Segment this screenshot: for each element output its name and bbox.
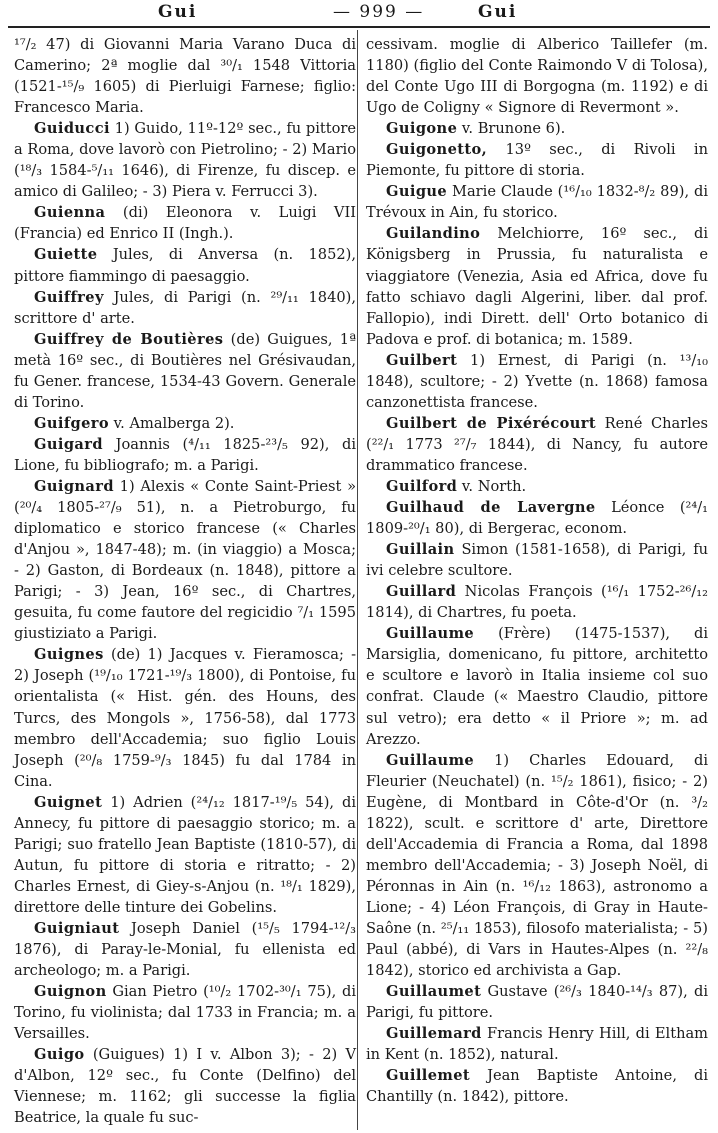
right-column — [366, 34, 708, 1107]
dictionary-entry — [366, 413, 708, 476]
entry-headword: Guillaume — [386, 751, 475, 769]
entry-text: (Guigues) 1) I v. Albon 3); - 2) V d'Albon, 12º sec., fu Conte (Delfino) del Viennese; m. 1162; gli successe la figlia Beatrice, la quale fu suc- — [14, 1046, 357, 1127]
entry-text: (Frère) (1475-1537), di Marsiglia, domenicano, fu pittore, architetto e scultore e lavorò in Italia insieme col suo confrat. Claude (« Maestro Claudio, pittore sul vetro); era detto « il Priore »; m. ad Arezzo. — [366, 625, 708, 748]
entry-headword: Guilford — [386, 477, 458, 495]
entry-text: v. North. — [461, 477, 527, 495]
entry-headword: Guilhaud de Lavergne — [386, 499, 596, 517]
entry-text: Marie Claude (¹⁶/₁₀ 1832-⁸/₂ 89), di Trévoux in Ain, fu storico. — [366, 183, 708, 222]
dictionary-entry — [366, 34, 708, 118]
entry-headword: Guiffrey de Boutières — [34, 330, 224, 348]
dictionary-entry — [366, 981, 708, 1023]
entry-headword: Guienna — [34, 204, 106, 222]
entry-text: Gustave (²⁶/₃ 1840-¹⁴/₃ 87), di Parigi, fu pittore. — [366, 983, 708, 1022]
entry-text: v. Brunone 6). — [461, 120, 566, 138]
entry-text: Joannis (⁴/₁₁ 1825-²³/₅ 92), di Lione, fu bibliografo; m. a Parigi. — [14, 435, 356, 474]
dictionary-entry — [14, 34, 356, 118]
dictionary-entry — [366, 350, 708, 413]
left-column — [14, 34, 356, 1128]
entry-headword: Guillaumet — [386, 983, 482, 1001]
entry-headword: Guignes — [34, 646, 104, 664]
dictionary-entry — [366, 581, 708, 623]
entry-text: Jean Baptiste Antoine, di Chantilly (n. 1842), pittore. — [366, 1067, 708, 1106]
entry-headword: Guiducci — [34, 120, 110, 138]
entry-text: 1) Ernest, di Parigi (n. ¹³/₁₀ 1848), scultore; - 2) Yvette (n. 1868) famosa canzonettista francese. — [366, 351, 708, 411]
dictionary-entry — [366, 1065, 708, 1107]
dictionary-entry — [14, 476, 356, 644]
dictionary-entry — [366, 1023, 708, 1065]
dictionary-entry — [14, 413, 356, 434]
entry-text: (di) Eleonora v. Luigi VII (Francia) ed Enrico II (Ingh.). — [14, 204, 357, 243]
entry-text: 13º sec., di Rivoli in Piemonte, fu pittore di storia. — [366, 141, 709, 180]
dictionary-entry — [366, 223, 708, 349]
dictionary-entry — [14, 287, 356, 329]
dictionary-entry — [366, 497, 708, 539]
entry-text: cessivam. moglie di Alberico Taillefer (m. 1180) (figlio del Conte Raimondo V di Tolosa), del Conte Ugo III di Borgogna (m. 1192) e di Ugo de Coligny « Signore di Revermont ». — [366, 36, 708, 117]
dictionary-entry — [14, 644, 356, 791]
entry-headword: Guifgero — [34, 414, 110, 432]
entry-headword: Guillemard — [386, 1025, 482, 1043]
entry-text: (de) Guigues, 1ª metà 16º sec., di Boutières nel Grésivaudan, fu Gener. francese, 1534-43 Govern. Generale di Torino. — [14, 330, 357, 411]
entry-headword: Guilandino — [386, 225, 481, 243]
entry-text: Léonce (²⁴/₁ 1809-²⁰/₁ 80), di Bergerac, econom. — [366, 499, 709, 538]
dictionary-entry — [14, 244, 356, 286]
entry-headword: Guigniaut — [34, 919, 120, 937]
dictionary-entry — [366, 750, 708, 982]
entry-text: 1) Adrien (²⁴/₁₂ 1817-¹⁹/₅ 54), di Annecy, fu pittore di paesaggio storico; m. a Parigi; suo fratello Jean Baptiste (1810-57), di Autun, fu pittore di storia e ritratto; - 2) Charles Ernest, di Giey-s-Anjou (n. ¹⁸/₁ 1829), direttore delle tinture dei Gobelins. — [14, 793, 357, 916]
entry-text: 1) Charles Edouard, di Fleurier (Neuchatel) (n. ¹⁵/₂ 1861), fisico; - 2) Eugène, di Montbard in Côte-d'Or (n. ³/₂ 1822), scult. e scrittore d' arte, Direttore dell'Accademia di Francia a Roma, dal 1898 membro dell'Accademia; - 3) Joseph Noël, di Péronnas in Ain (n. ¹⁶/₁₂ 1863), astronomo a Lione; - 4) Léon François, di Gray in Haute-Saône (n. ²⁵/₁₁ 1853), filosofo materialista; - 5) Paul (abbé), di Vars in Hautes-Alpes (n. ²²/₈ 1842), storico ed archivista a Gap. — [366, 751, 709, 980]
entry-headword: Guillard — [386, 583, 457, 601]
entry-headword: Guigone — [386, 120, 458, 138]
page-header — [8, 0, 710, 28]
entry-text: Simon (1581-1658), di Parigi, fu ivi celebre scultore. — [366, 541, 708, 580]
header-left-guideword: Gui — [158, 2, 198, 22]
dictionary-entry — [14, 329, 356, 413]
dictionary-entry — [14, 202, 356, 244]
entry-headword: Guiette — [34, 246, 98, 264]
dictionary-entry — [14, 918, 356, 981]
dictionary-entry — [14, 434, 356, 476]
entry-text: 1) Guido, 11º-12º sec., fu pittore a Roma, dove lavorò con Pietrolino; - 2) Mario (¹⁸/₃ 1584-⁵/₁₁ 1646), di Firenze, fu discep. e amico di Galileo; - 3) Piera v. Ferrucci 3). — [14, 120, 356, 201]
header-right-guideword: Gui — [478, 2, 518, 22]
entry-text: Jules, di Parigi (n. ²⁹/₁₁ 1840), scrittore d' arte. — [14, 288, 356, 327]
entry-text: Francis Henry Hill, di Eltham in Kent (n. 1852), natural. — [366, 1025, 709, 1064]
entry-headword: Guilbert de Pixérécourt — [386, 414, 597, 432]
dictionary-entry — [366, 623, 708, 749]
entry-headword: Guigard — [34, 435, 103, 453]
entry-headword: Guignard — [34, 477, 114, 495]
entry-text: 1) Alexis « Conte Saint-Priest » (²⁰/₄ 1805-²⁷/₉ 51), n. a Pietroburgo, fu diplomatico e storico francese (« Charles d'Anjou », 1847-48); m. (in viaggio) a Mosca; - 2) Gaston, di Bordeaux (n. 1848), pittore a Parigi; - 3) Jean, 16º sec., di Chartres, gesuita, fu come fautore del regicidio ⁷/₁ 1595 giustiziato a Parigi. — [14, 477, 356, 643]
entry-text: Joseph Daniel (¹⁵/₅ 1794-¹²/₃ 1876), di Paray-le-Monial, fu ellenista ed archeologo; m. a Parigi. — [14, 919, 356, 980]
dictionary-entry — [366, 476, 708, 497]
entry-headword: Guillemet — [386, 1067, 471, 1085]
dictionary-entry — [366, 181, 708, 223]
dictionary-entry — [14, 1044, 356, 1128]
entry-text: Jules, di Anversa (n. 1852), pittore fiammingo di paesaggio. — [14, 246, 356, 285]
dictionary-entry — [366, 539, 708, 581]
dictionary-entry — [14, 981, 356, 1044]
dictionary-entry — [14, 792, 356, 918]
entry-text: Nicolas François (¹⁶/₁ 1752-²⁶/₁₂ 1814), di Chartres, fu poeta. — [366, 583, 708, 622]
dictionary-entry — [366, 118, 708, 139]
entry-headword: Guilbert — [386, 351, 458, 369]
dictionary-entry — [366, 139, 708, 181]
entry-headword: Guiffrey — [34, 288, 104, 306]
column-divider — [357, 30, 358, 1130]
entry-headword: Guigue — [386, 183, 448, 201]
entry-headword: Guillain — [386, 541, 455, 559]
entry-headword: Guigonetto, — [386, 141, 488, 159]
entry-text: v. Amalberga 2). — [113, 414, 235, 432]
entry-headword: Guignet — [34, 793, 103, 811]
entry-text: Gian Pietro (¹⁰/₂ 1702-³⁰/₁ 75), di Torino, fu violinista; dal 1733 in Francia; m. a Versailles. — [14, 983, 357, 1043]
entry-text: Melchiorre, 16º sec., di Königsberg in Prussia, fu naturalista e viaggiatore (Venezia, Asia ed Africa, dove fu fatto schiavo dagli Algerini, liber. dal prof. Fallopio), indi Dirett. dell' Orto botanico di Padova e prof. di botanica; m. 1589. — [366, 225, 709, 348]
entry-text: ¹⁷/₂ 47) di Giovanni Maria Varano Duca di Camerino; 2ª moglie dal ³⁰/₁ 1548 Vittoria (1521-¹⁵/₉ 1605) di Pierluigi Farnese; figlio: Francesco Maria. — [14, 36, 356, 117]
page-number: — 999 — — [333, 2, 425, 22]
entry-text: René Charles (²²/₁ 1773 ²⁷/₇ 1844), di Nancy, fu autore drammatico francese. — [366, 414, 708, 474]
entry-headword: Guignon — [34, 983, 107, 1001]
entry-headword: Guillaume — [386, 625, 475, 643]
entry-text: (de) 1) Jacques v. Fieramosca; - 2) Joseph (¹⁹/₁₀ 1721-¹⁹/₃ 1800), di Pontoise, fu orientalista (« Hist. gén. des Houns, des Turcs, des Mongols », 1756-58), dal 1773 membro dell'Accademia; suo figlio Louis Joseph (²⁰/₈ 1759-⁹/₃ 1845) fu dal 1784 in Cina. — [14, 646, 357, 790]
entry-headword: Guigo — [34, 1046, 85, 1064]
dictionary-entry — [14, 118, 356, 202]
